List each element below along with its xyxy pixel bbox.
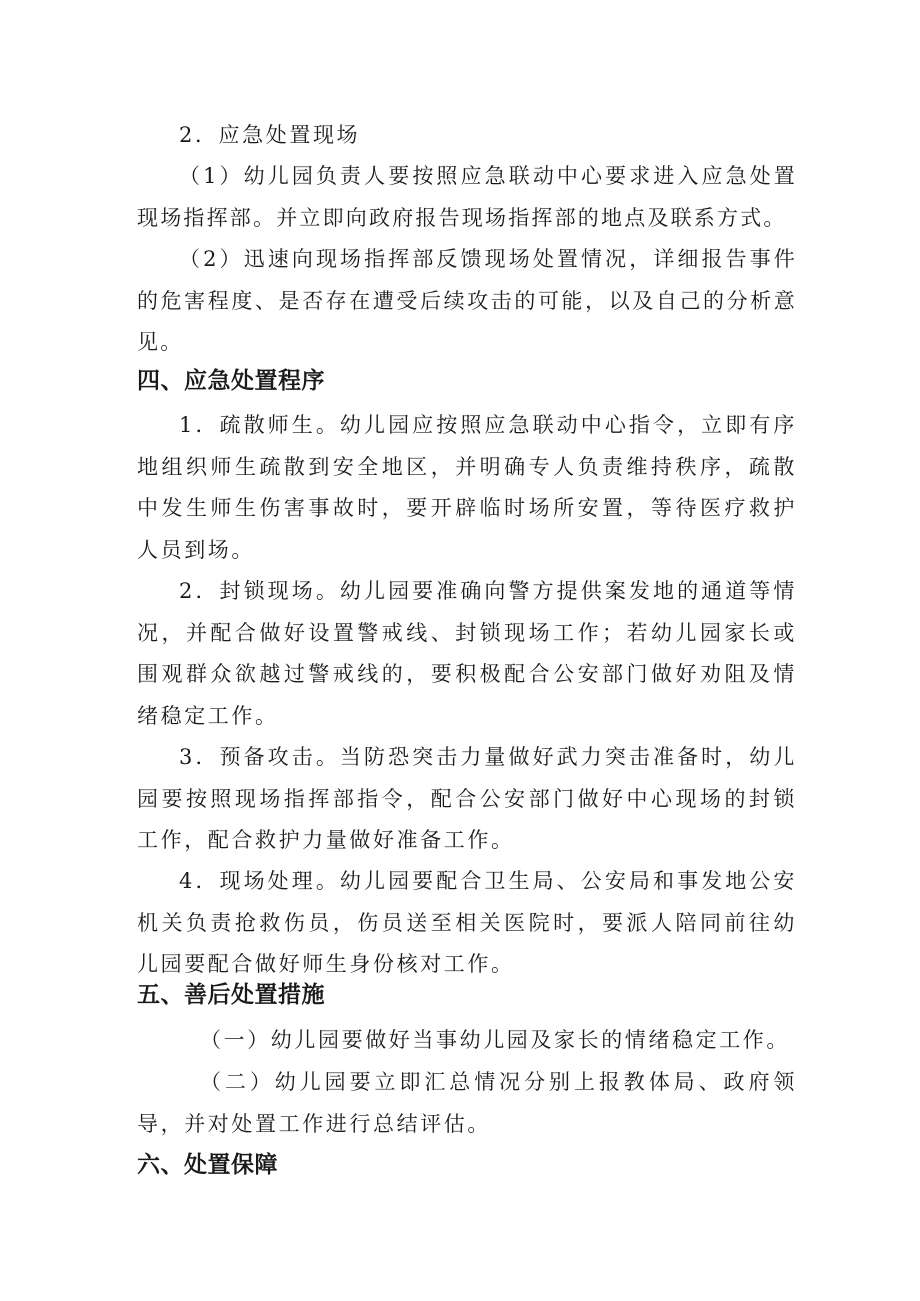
paragraph-aftermath-1: （一）幼儿园要做好当事幼儿园及家长的情绪稳定工作。	[200, 1028, 790, 1052]
paragraph-site-2: （2）迅速向现场指挥部反馈现场处置情况，详细报告事件的危害程度、是否存在遭受后续攻击的可能，以及自己的分析意见。	[137, 247, 797, 354]
section-heading-aftermath: 五、善后处置措施	[137, 982, 325, 1008]
section-heading-procedure: 四、应急处置程序	[137, 368, 325, 394]
paragraph-aftermath-2: （二）幼儿园要立即汇总情况分别上报教体局、政府领导，并对处置工作进行总结评估。	[137, 1070, 797, 1136]
section-heading-guarantee: 六、处置保障	[137, 1152, 278, 1178]
paragraph-procedure-3: 3．预备攻击。当防恐突击力量做好武力突击准备时，幼儿园要按照现场指挥部指令，配合公安部门做好中心现场的封锁工作，配合救护力量做好准备工作。	[137, 745, 797, 852]
paragraph-procedure-2: 2．封锁现场。幼儿园要准确向警方提供案发地的通道等情况，并配合做好设置警戒线、封锁现场工作；若幼儿园家长或围观群众欲越过警戒线的，要积极配合公安部门做好劝阻及情绪稳定工作。	[137, 579, 797, 728]
subsection-heading-emergency-site: 2．应急处置现场	[179, 123, 361, 147]
paragraph-procedure-4: 4．现场处理。幼儿园要配合卫生局、公安局和事发地公安机关负责抢救伤员，伤员送至相关医院时，要派人陪同前往幼儿园要配合做好师生身份核对工作。	[137, 869, 797, 976]
paragraph-procedure-1: 1．疏散师生。幼儿园应按照应急联动中心指令，立即有序地组织师生疏散到安全地区，并明确专人负责维持秩序，疏散中发生师生伤害事故时，要开辟临时场所安置，等待医疗救护人员到场。	[137, 413, 797, 562]
paragraph-site-1: （1）幼儿园负责人要按照应急联动中心要求进入应急处置现场指挥部。并立即向政府报告现场指挥部的地点及联系方式。	[137, 164, 797, 230]
